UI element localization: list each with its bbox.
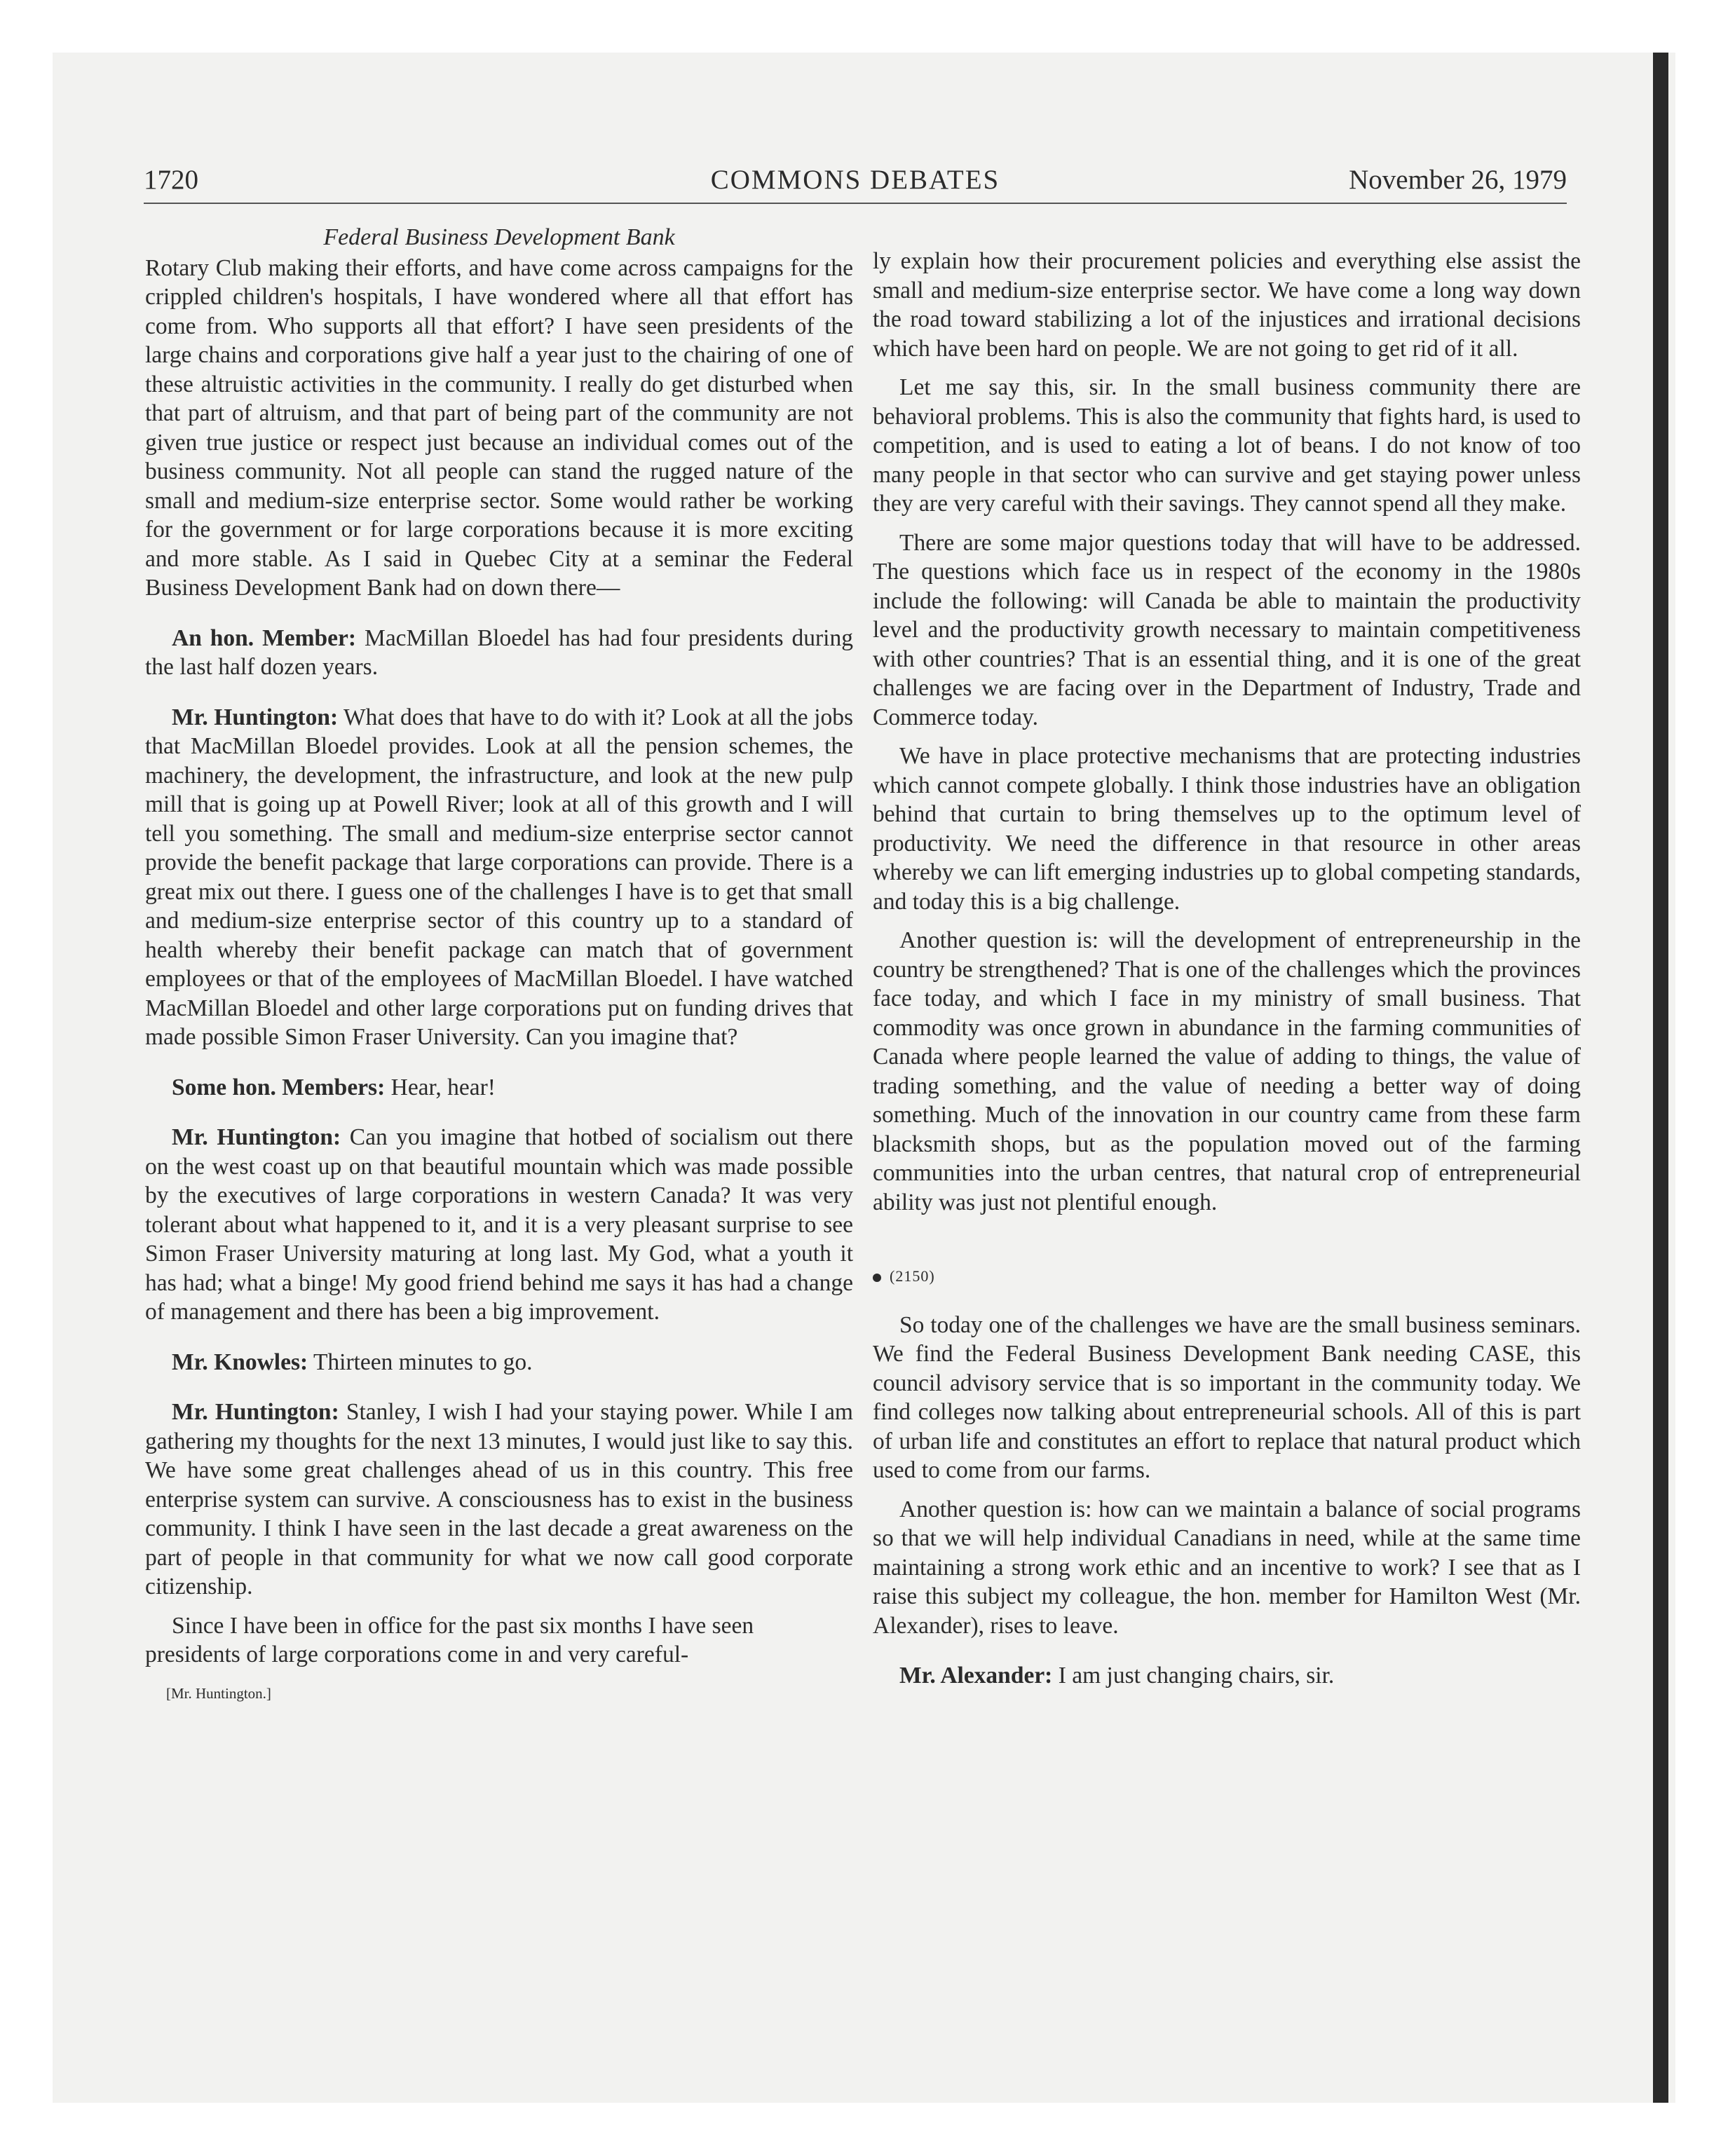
page-number: 1720 [144, 165, 198, 195]
bullet-dot-icon [873, 1274, 881, 1282]
speaker-name: Mr. Knowles: [172, 1349, 308, 1375]
paragraph: ly explain how their procurement policies and everything else assist the small and medium-size enterprise sector. We have come a long way down the road toward stabilizing a lot of the injustices and irrational decisions which have been hard on people. We are not going to get rid of it all. [873, 248, 1581, 362]
speaker-name: Mr. Alexander: [899, 1663, 1053, 1688]
speech-text: MacMillan Bloedel has had four presidents during the last half dozen years. [145, 625, 853, 680]
publication-date: November 26, 1979 [1349, 165, 1567, 195]
speaker-footnote: [Mr. Huntington.] [166, 1684, 271, 1702]
paragraph: Rotary Club making their efforts, and have come across campaigns for the crippled children's hospitals, I have wondered where all that effort has come from. Who supports all that effort? I have seen presidents of the large chains and corporations give half a year just to the chairing of one of these altruistic activities in the community. I really do get disturbed when that part of altruism, and that part of being part of the community are not given true justice or respect just because an individual comes out of the business community. Not all people can stand the rugged nature of the small and medium-size enterprise sector. Some would rather be working for the government or for large corporations because it is more exciting and more stable. As I said in Quebec City at a seminar the Federal Business Development Bank had on down there— [145, 254, 853, 601]
time-marker-text: (2150) [890, 1267, 935, 1285]
speech-mr-alexander [873, 1661, 1581, 1691]
paragraph: We have in place protective mechanisms that are protecting industries which cannot compete globally. I think those industries have an obligation behind that curtain to bring themselves up to the optimum level of productivity. We need the difference in that resource in other areas whereby we can lift emerging industries up to global competing standards, and today this is a big challenge. [873, 743, 1581, 915]
speech-some-hon-members [145, 1073, 853, 1103]
speech-text: Thirteen minutes to go. [308, 1349, 533, 1375]
speech-mr-huntington [145, 1123, 853, 1327]
section-title: Federal Business Development Bank [323, 224, 675, 250]
time-marker [873, 1262, 1581, 1291]
paragraph: So today one of the challenges we have are the small business seminars. We find the Federal Business Development Bank needing CASE, this council advisory service that is so important in the community today. We find colleges now talking about entrepreneurial schools. All of this is part of urban life and constitutes an effort to replace that natural product which used to come from our farms. [873, 1311, 1581, 1483]
speech-mr-huntington [145, 703, 853, 1052]
speech-an-hon-member [145, 624, 853, 682]
paragraph: Another question is: how can we maintain a balance of social programs so that we will help individual Canadians in need, while at the same time maintaining a strong work ethic and an incentive to work? I see that as I raise this subject my colleague, the hon. member for Hamilton West (Mr. Alexander), rises to leave. [873, 1496, 1581, 1639]
publication-title: COMMONS DEBATES [710, 165, 1000, 195]
speaker-name: Mr. Huntington: [172, 704, 339, 730]
paragraph: There are some major questions today that will have to be addressed. The questions which face us in respect of the economy in the 1980s include the following: will Canada be able to maintain the productivity level and the productivity growth necessary to maintain competitiveness with other countries? That is an essential thing, and it is one of the great challenges we are facing over in the Department of Industry, Trade and Commerce today. [873, 529, 1581, 730]
speech-text: Hear, hear! [385, 1074, 496, 1100]
paragraph: Another question is: will the development of entrepreneurship in the country be strengthened? That is one of the challenges which the provinces face today, and which I face in my ministry of small business. That commodity was once grown in abundance in the farming communities of Canada where people learned the value of adding to things, the value of trading something, and the value of needing a better way of doing something. Much of the innovation in our country came from these farm blacksmith shops, but as the population moved out of the farming communities into the urban centres, that natural crop of entrepreneurial ability was just not plentiful enough. [873, 927, 1581, 1215]
paragraph: Let me say this, sir. In the small business community there are behavioral problems. This is also the community that fights hard, is used to competition, and is used to eating a lot of beans. I do not know of too many people in that sector who can survive and get staying power unless they are very careful with their savings. They cannot spend all they make. [873, 374, 1581, 517]
speech-text: Stanley, I wish I had your staying power. While I am gathering my thoughts for the next 13 minutes, I would just like to say this. We have some great challenges ahead of us in this country. This free enterprise system can survive. A consciousness has to exist in the business community. I think I have seen in the last decade a great awareness on the part of people in that community for what we now call good corporate citizenship. [145, 1399, 853, 1599]
speech-text: What does that have to do with it? Look at all the jobs that MacMillan Bloedel provides. Look at all the pension schemes, the machinery, the development, the infrastructure, and look at the new pulp mill that is going up at Powell River; look at all of this growth and I will tell you something. The small and medium-size enterprise sector cannot provide the benefit package that large corporations can provide. There is a great mix out there. I guess one of the challenges I have is to get that small and medium-size enterprise sector of this country up to a standard of health whereby their benefit package can match that of government employees or that of the employees of MacMillan Bloedel. I have watched MacMillan Bloedel and other large corporations put on funding drives that made possible Simon Fraser University. Can you imagine that? [145, 704, 853, 1050]
speaker-name: Mr. Huntington: [172, 1124, 341, 1150]
scan-edge-bar [1653, 53, 1668, 2103]
speech-text: Can you imagine that hotbed of socialism out there on the west coast up on that beautiful mountain which was made possible by the executives of large corporations in western Canada? It was very tolerant about what happened to it, and it is a very pleasant surprise to see Simon Fraser University maturing at long last. My God, what a youth it has had; what a binge! My good friend behind me says it has had a change of management and there has been a big improvement. [145, 1124, 853, 1325]
paragraph: Since I have been in office for the past six months I have seen presidents of large corporations come in and very careful- [145, 1612, 754, 1667]
speaker-name: Some hon. Members: [172, 1074, 386, 1100]
right-column [873, 247, 1581, 1700]
speaker-name: An hon. Member: [172, 625, 357, 651]
speech-mr-huntington [145, 1398, 853, 1602]
left-column [145, 223, 853, 1708]
page-header [144, 163, 1567, 204]
speech-text: I am just changing chairs, sir. [1052, 1663, 1335, 1688]
speaker-name: Mr. Huntington: [172, 1399, 339, 1425]
speech-mr-knowles [145, 1348, 853, 1377]
